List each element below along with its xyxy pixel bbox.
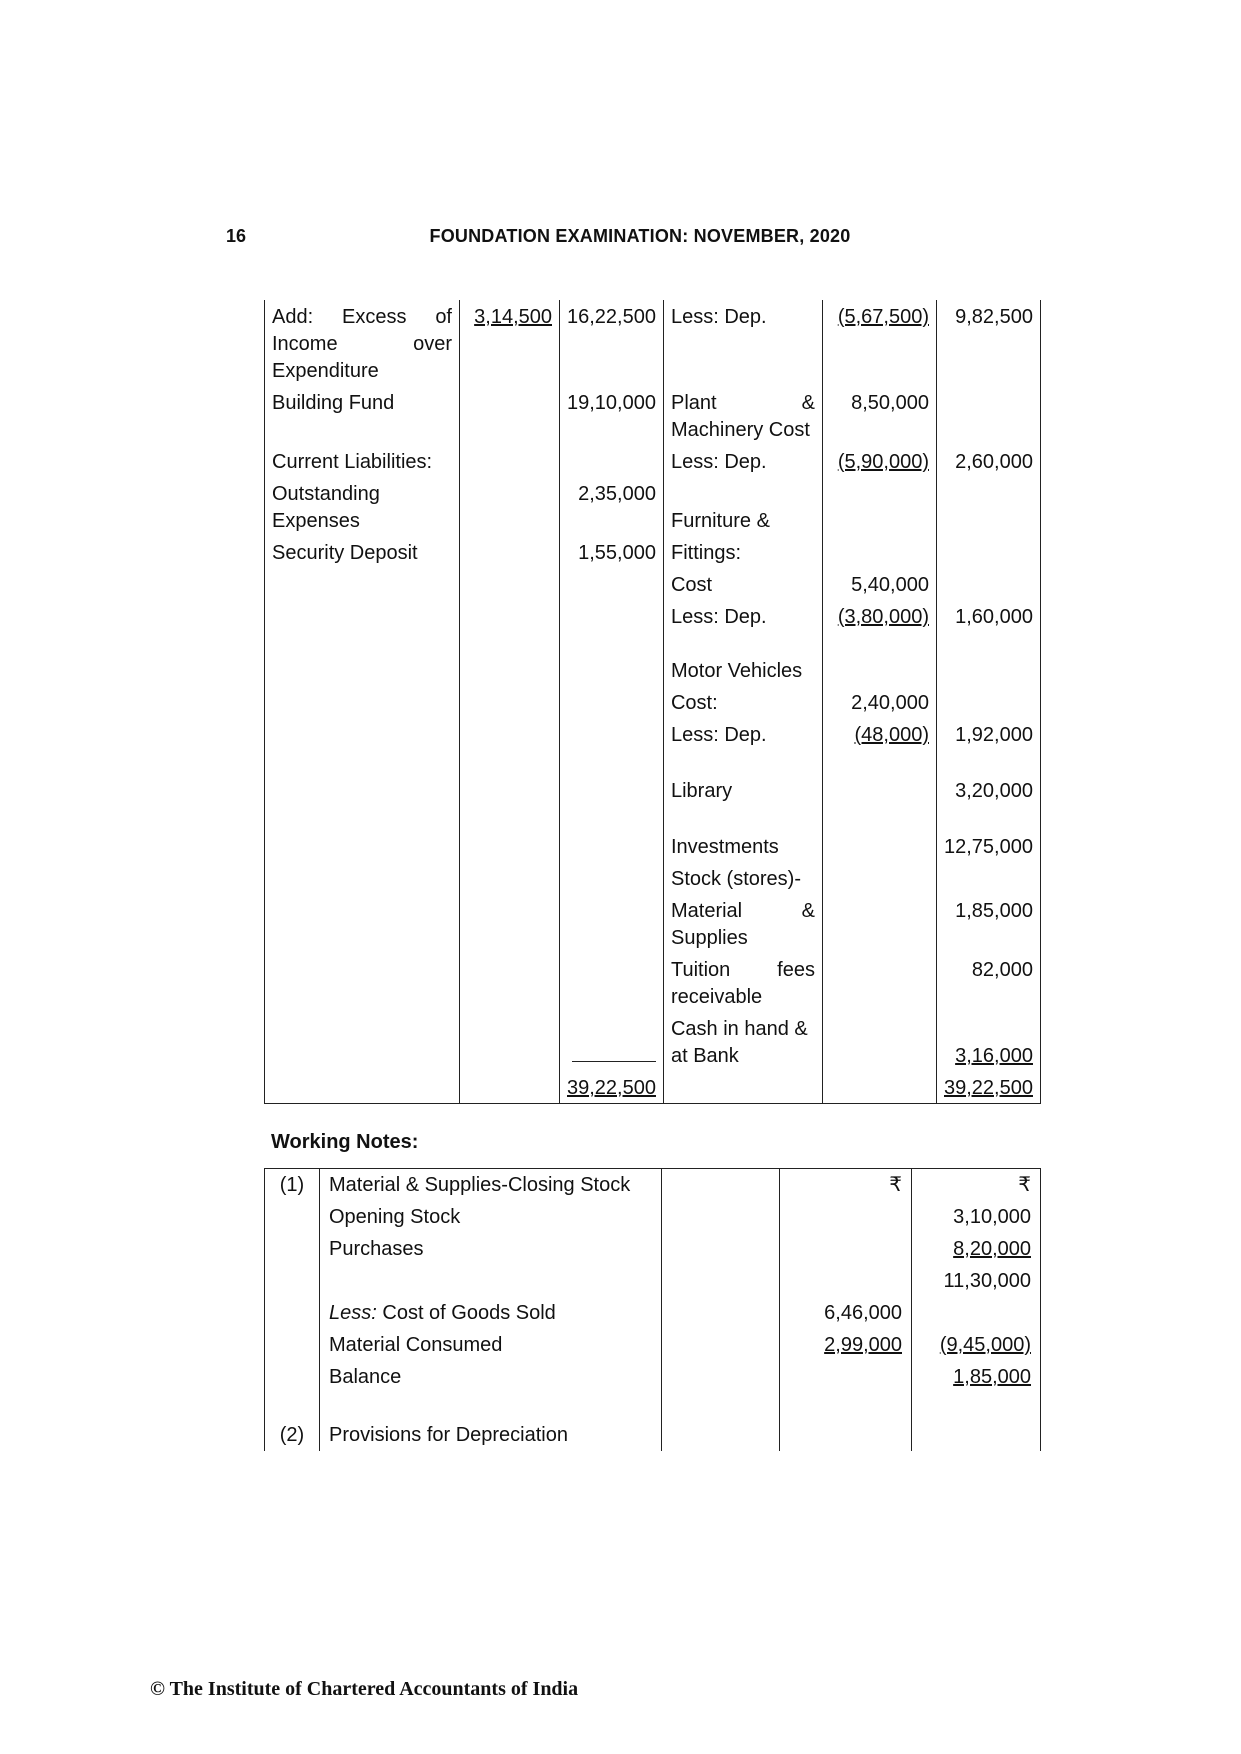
investments-total: 12,75,000 (936, 806, 1040, 862)
table-row (265, 1071, 1041, 1104)
furniture-cost-label: Cost (663, 568, 822, 600)
plant-label: Plant & Machinery Cost (663, 386, 822, 445)
page-title: FOUNDATION EXAMINATION: NOVEMBER, 2020 (429, 226, 851, 246)
capital-total: 16,22,500 (560, 300, 664, 386)
furniture-label-2: Fittings: (663, 536, 822, 568)
table-row (265, 862, 1041, 894)
furniture-label: Furniture & (670, 510, 770, 532)
table-row (265, 1233, 1041, 1265)
building-fund-label: Building Fund (265, 386, 460, 445)
table-row (265, 1361, 1041, 1393)
building-fund-total: 19,10,000 (560, 386, 664, 445)
motor-label: Motor Vehicles (663, 632, 822, 686)
table-row (265, 536, 1041, 568)
table-row (265, 632, 1041, 686)
furniture-dep-amount: (3,80,000) (837, 606, 929, 628)
plant-total: 2,60,000 (936, 445, 1040, 477)
furniture-cost: 5,40,000 (822, 568, 936, 600)
cash-label: Cash in hand & at Bank (663, 1012, 822, 1071)
deduction-value: (9,45,000) (939, 1334, 1031, 1356)
note-title: Provisions for Depreciation (320, 1419, 662, 1451)
outstanding-label: Outstanding Expenses (265, 477, 460, 536)
plant-dep-amount: (5,90,000) (837, 451, 929, 473)
currency-symbol: ₹ (780, 1169, 912, 1202)
table-row (265, 894, 1041, 953)
library-total: 3,20,000 (936, 750, 1040, 806)
outstanding-total: 2,35,000 (560, 477, 664, 536)
stock-total: 1,85,000 (936, 894, 1040, 953)
table-row (265, 686, 1041, 718)
stock-label: Stock (stores)- (663, 862, 822, 894)
plant-cost: 8,50,000 (822, 386, 936, 445)
working-notes-table (264, 1168, 1041, 1451)
investments-label: Investments (663, 806, 822, 862)
copyright-footer: © The Institute of Chartered Accountants of India (150, 1678, 579, 1700)
library-label: Library (663, 750, 822, 806)
table-row (265, 477, 1041, 536)
assets-grand-total: 39,22,500 (944, 1077, 1033, 1099)
table-row (265, 1201, 1041, 1233)
motor-total: 1,92,000 (936, 718, 1040, 750)
currency-symbol: ₹ (912, 1169, 1041, 1202)
furniture-dep-label: Less: Dep. (663, 600, 822, 632)
table-row (265, 953, 1041, 1012)
balance-label: Balance (320, 1361, 662, 1393)
table-row (265, 1169, 1041, 1202)
security-deposit-total: 1,55,000 (560, 536, 664, 568)
table-row (265, 1265, 1041, 1297)
table-row (265, 1419, 1041, 1451)
table-row (265, 568, 1041, 600)
note-number: (2) (265, 1419, 320, 1451)
asset-dep-label: Less: Dep. (663, 300, 822, 386)
table-row (265, 806, 1041, 862)
motor-cost-label: Cost: (663, 686, 822, 718)
table-row (265, 445, 1041, 477)
asset-total: 9,82,500 (936, 300, 1040, 386)
asset-dep-amount: (5,67,500) (837, 306, 929, 328)
purchases-value: 8,20,000 (953, 1238, 1031, 1260)
subtotal-value: 11,30,000 (912, 1265, 1041, 1297)
excess-amount: 3,14,500 (474, 306, 552, 328)
table-row (265, 300, 1041, 386)
note-title: Material & Supplies-Closing Stock (320, 1169, 662, 1202)
cogs-value: 6,46,000 (780, 1297, 912, 1329)
working-notes-title: Working Notes: (271, 1131, 419, 1153)
total-rule (572, 1041, 656, 1062)
tuition-total: 82,000 (936, 953, 1040, 1012)
motor-dep-label: Less: Dep. (663, 718, 822, 750)
opening-stock-label: Opening Stock (320, 1201, 662, 1233)
plant-dep-label: Less: Dep. (663, 445, 822, 477)
table-row (265, 1012, 1041, 1071)
table-row (265, 1393, 1041, 1419)
table-row (265, 718, 1041, 750)
motor-dep-amount: (48,000) (854, 724, 929, 746)
page-number: 16 (226, 226, 247, 246)
security-deposit-label: Security Deposit (265, 536, 460, 568)
material-label: Material & Supplies (663, 894, 822, 953)
current-liabilities-heading: Current Liabilities: (265, 445, 460, 477)
table-row (265, 1329, 1041, 1361)
table-row (265, 750, 1041, 806)
table-row (265, 386, 1041, 445)
consumed-label: Material Consumed (320, 1329, 662, 1361)
table-row (265, 600, 1041, 632)
balance-sheet-table (264, 300, 1041, 1104)
excess-label: Add: Excess of Income over Expenditure (265, 300, 460, 386)
furniture-total: 1,60,000 (936, 600, 1040, 632)
cogs-label: Less: Cost of Goods Sold (320, 1297, 662, 1329)
balance-value: 1,85,000 (953, 1366, 1031, 1388)
liabilities-grand-total: 39,22,500 (567, 1077, 656, 1099)
table-row (265, 1297, 1041, 1329)
opening-stock-value: 3,10,000 (912, 1201, 1041, 1233)
consumed-value: 2,99,000 (824, 1334, 902, 1356)
cash-total: 3,16,000 (955, 1045, 1033, 1067)
tuition-label: Tuition fees receivable (663, 953, 822, 1012)
motor-cost: 2,40,000 (822, 686, 936, 718)
purchases-label: Purchases (320, 1233, 662, 1265)
note-number: (1) (265, 1169, 320, 1202)
